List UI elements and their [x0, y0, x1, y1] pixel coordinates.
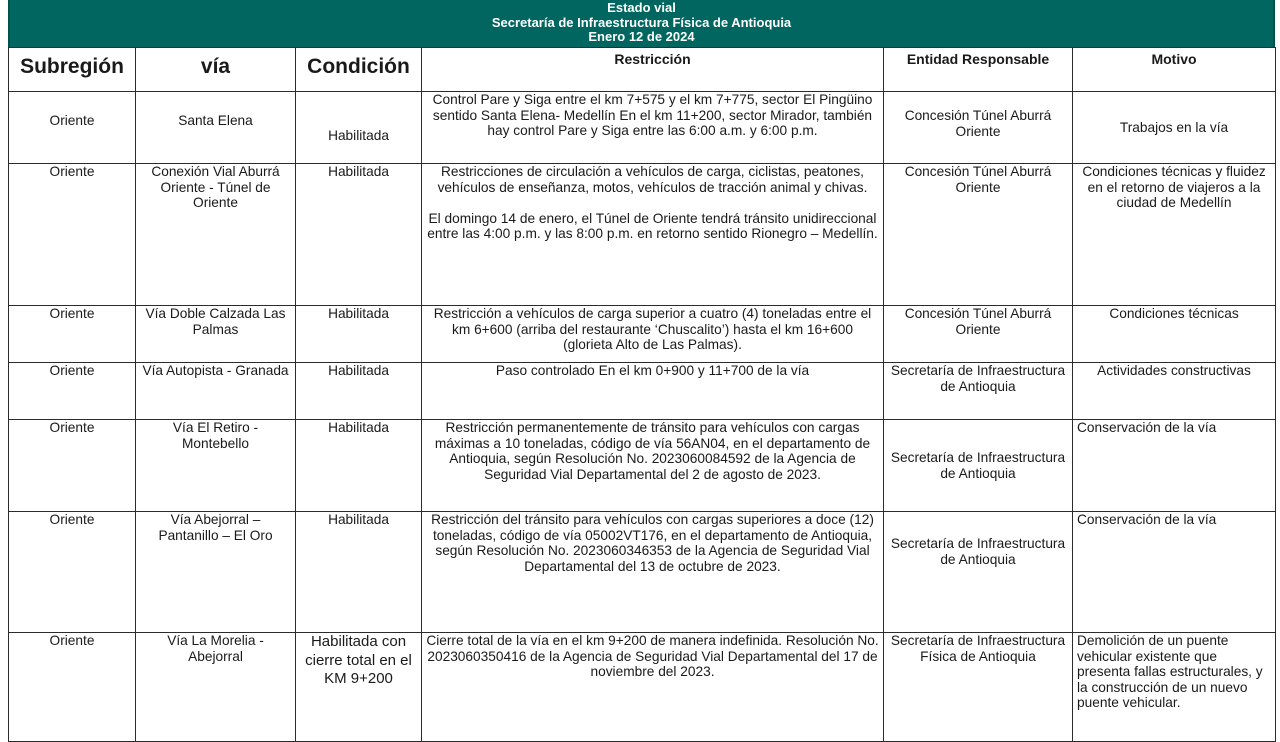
cell-restriccion: Restricción a vehículos de carga superior a cuatro (4) toneladas entre el km 6+600 (arriba del restaurante ‘Chuscalito’) hasta el km 16+600 (glorieta Alto de Las Palmas). — [422, 306, 884, 363]
cell-entidad: Secretaría de Infraestructura de Antioquia — [884, 363, 1073, 420]
restriccion-paragraph: El domingo 14 de enero, el Túnel de Oriente tendrá tránsito unidireccional entre las 4:00 p.m. y las 8:00 p.m. en retorno sentido Rionegro – Medellín. — [427, 210, 878, 242]
road-status-sheet — [8, 0, 1275, 742]
cell-restriccion: Restricción permanentemente de tránsito para vehículos con cargas máximas a 10 toneladas, código de vía 56AN04, en el departamento de Antioquia, según Resolución No. 2023060084592 de la Agencia de Seguridad Vial Departamental del 2 de agosto de 2023. — [422, 420, 884, 512]
cell-entidad: Concesión Túnel Aburrá Oriente — [884, 306, 1073, 363]
table-row — [9, 92, 1276, 164]
cell-entidad: Concesión Túnel Aburrá Oriente — [884, 164, 1073, 306]
report-organization: Secretaría de Infraestructura Física de Antioquia — [491, 14, 792, 30]
cell-via: Vía Doble Calzada Las Palmas — [136, 306, 296, 363]
column-header-condicion: Condición — [296, 48, 422, 92]
cell-motivo: Demolición de un puente vehicular existente que presenta fallas estructurales, y la construcción de un nuevo puente vehicular. — [1073, 633, 1276, 742]
table-row — [9, 306, 1276, 363]
cell-motivo: Trabajos en la vía — [1073, 92, 1276, 164]
cell-condicion: Habilitada — [296, 512, 422, 633]
cell-condicion: Habilitada con cierre total en el KM 9+200 — [296, 633, 422, 742]
cell-motivo: Actividades constructivas — [1073, 363, 1276, 420]
cell-restriccion: Restricción del tránsito para vehículos con cargas superiores a doce (12) toneladas, código de vía 05002VT176, en el departamento de Antioquia, según Resolución No. 2023060346353 de la Agencia de Seguridad Vial Departamental del 13 de octubre de 2023. — [422, 512, 884, 633]
column-header-motivo: Motivo — [1073, 48, 1276, 92]
report-banner — [8, 0, 1275, 47]
report-title: Estado vial — [607, 0, 676, 15]
cell-restriccion: Paso controlado En el km 0+900 y 11+700 de la vía — [422, 363, 884, 420]
cell-condicion: Habilitada — [296, 92, 422, 164]
cell-via: Vía Abejorral – Pantanillo – El Oro — [136, 512, 296, 633]
cell-entidad: Secretaría de Infraestructura de Antioquia — [884, 420, 1073, 512]
table-header-row — [9, 48, 1276, 92]
road-status-table — [8, 47, 1276, 742]
cell-restriccion: Control Pare y Siga entre el km 7+575 y el km 7+775, sector El Pingüino sentido Santa Elena- Medellín En el km 11+200, sector Mirador, también hay control Pare y Siga entre las 6:00 a.m. y 6:00 p.m. — [422, 92, 884, 164]
cell-entidad: Secretaría de Infraestructura Física de Antioquia — [884, 633, 1073, 742]
cell-motivo: Conservación de la vía — [1073, 512, 1276, 633]
cell-restriccion: Cierre total de la vía en el km 9+200 de manera indefinida. Resolución No. 2023060350416 de la Agencia de Seguridad Vial Departamental del 17 de noviembre del 2023. — [422, 633, 884, 742]
cell-condicion: Habilitada — [296, 164, 422, 306]
cell-condicion: Habilitada — [296, 363, 422, 420]
cell-via: Vía Autopista - Granada — [136, 363, 296, 420]
table-row — [9, 164, 1276, 306]
cell-motivo: Condiciones técnicas — [1073, 306, 1276, 363]
table-row — [9, 512, 1276, 633]
column-header-entidad: Entidad Responsable — [884, 48, 1073, 92]
table-row — [9, 633, 1276, 742]
cell-subregion: Oriente — [9, 363, 136, 420]
cell-subregion: Oriente — [9, 420, 136, 512]
cell-motivo: Conservación de la vía — [1073, 420, 1276, 512]
cell-condicion: Habilitada — [296, 420, 422, 512]
cell-subregion: Oriente — [9, 164, 136, 306]
restriccion-paragraph: Restricciones de circulación a vehículos de carga, ciclistas, peatones, vehículos de enseñanza, motos, vehículos de tracción animal y chivas. — [437, 164, 868, 195]
cell-subregion: Oriente — [9, 92, 136, 164]
cell-entidad: Secretaría de Infraestructura de Antioquia — [884, 512, 1073, 633]
column-header-via: vía — [136, 48, 296, 92]
cell-via: Vía El Retiro - Montebello — [136, 420, 296, 512]
table-row — [9, 420, 1276, 512]
cell-entidad: Concesión Túnel Aburrá Oriente — [884, 92, 1073, 164]
cell-subregion: Oriente — [9, 306, 136, 363]
cell-restriccion — [422, 164, 884, 306]
report-date: Enero 12 de 2024 — [588, 29, 695, 44]
table-row — [9, 363, 1276, 420]
column-header-restriccion: Restricción — [422, 48, 884, 92]
cell-motivo: Condiciones técnicas y fluidez en el retorno de viajeros a la ciudad de Medellín — [1073, 164, 1276, 306]
column-header-subregion: Subregión — [9, 48, 136, 92]
cell-subregion: Oriente — [9, 512, 136, 633]
cell-condicion: Habilitada — [296, 306, 422, 363]
cell-via: Vía La Morelia - Abejorral — [136, 633, 296, 742]
cell-via: Conexión Vial Aburrá Oriente - Túnel de Oriente — [136, 164, 296, 306]
cell-via: Santa Elena — [136, 92, 296, 164]
cell-subregion: Oriente — [9, 633, 136, 742]
